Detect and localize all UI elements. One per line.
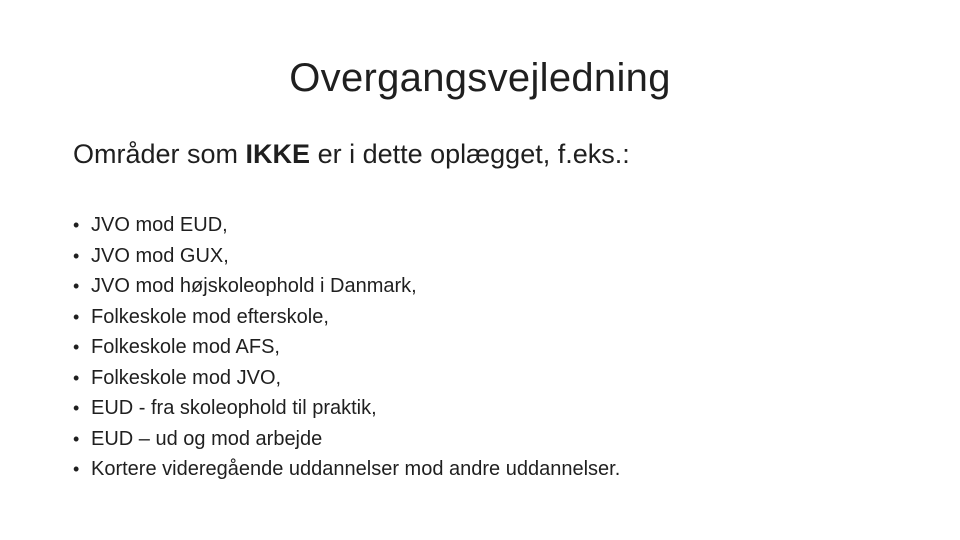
- subtitle-text-start: Områder som: [73, 139, 246, 169]
- list-item: [73, 332, 893, 363]
- bullet-list: [73, 210, 893, 485]
- list-item-text: JVO mod højskoleophold i Danmark,: [91, 275, 417, 297]
- bullet-icon: •: [73, 337, 80, 357]
- list-item: [73, 241, 893, 272]
- list-item-text: Folkeskole mod JVO,: [91, 366, 282, 389]
- bullet-icon: •: [73, 459, 80, 479]
- list-item: [73, 210, 893, 241]
- list-item-text: Folkeskole mod AFS,: [91, 336, 280, 358]
- bullet-icon: •: [73, 367, 80, 388]
- list-item: [73, 393, 893, 424]
- list-item: [73, 302, 893, 333]
- list-item: [73, 424, 893, 455]
- list-item-text: EUD – ud og mod arbejde: [91, 427, 323, 450]
- list-item-text: JVO mod GUX,: [91, 244, 229, 267]
- bullet-icon: •: [73, 306, 80, 327]
- bullet-icon: •: [73, 428, 80, 449]
- list-item: [73, 363, 893, 394]
- list-item-text: EUD - fra skoleophold til praktik,: [91, 397, 377, 419]
- list-item-text: JVO mod EUD,: [91, 214, 228, 236]
- list-item-text: Folkeskole mod efterskole,: [91, 305, 329, 328]
- slide-subtitle: [73, 139, 630, 170]
- bullet-icon: •: [73, 398, 80, 418]
- slide-title: Overgangsvejledning: [289, 56, 671, 100]
- bullet-icon: •: [73, 245, 80, 266]
- bullet-icon: •: [73, 215, 80, 235]
- list-item: [73, 271, 893, 302]
- subtitle-text-end: er i dette oplægget, f.eks.:: [310, 139, 630, 169]
- list-item: [73, 454, 893, 485]
- list-item-text: Kortere videregående uddannelser mod andre uddannelser.: [91, 458, 621, 480]
- subtitle-emphasis: IKKE: [245, 139, 311, 169]
- bullet-icon: •: [73, 276, 80, 296]
